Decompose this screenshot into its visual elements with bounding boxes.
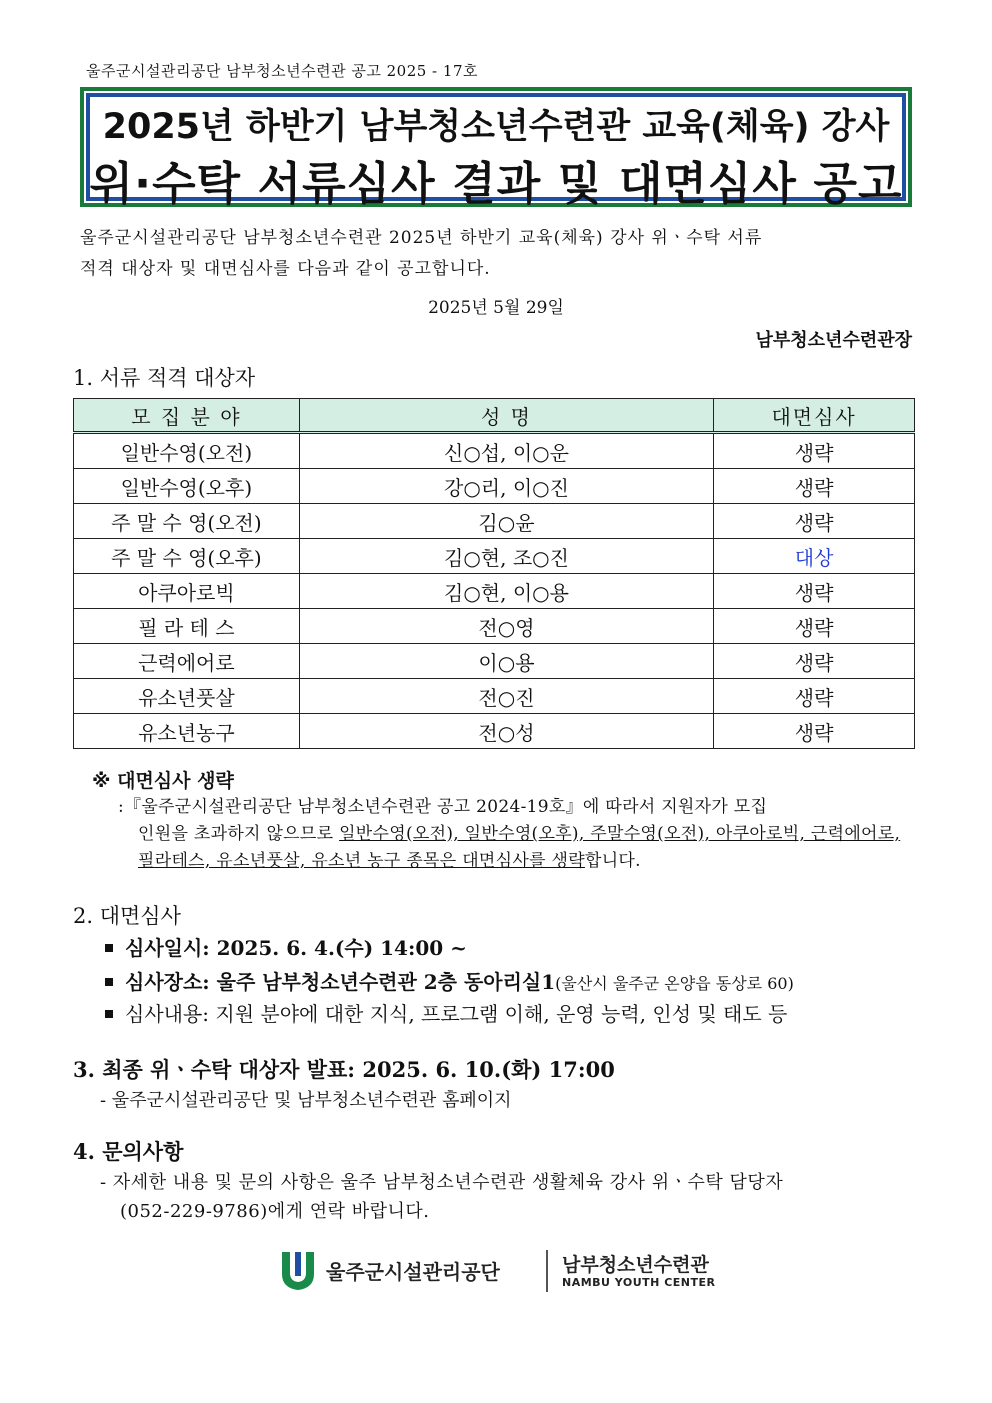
- table-row: [74, 609, 915, 644]
- cell-interview: 생략: [714, 574, 915, 609]
- cell-field: 필 라 테 스: [74, 609, 300, 644]
- table-row: [74, 433, 915, 469]
- section-2-heading: 2. 대면심사: [73, 904, 181, 928]
- note-line-3-plain: 합니다.: [584, 851, 641, 871]
- note-line-2-underlined: 일반수영(오전), 일반수영(오후), 주말수영(오전), 아쿠아로빅, 근력에어로,: [339, 824, 901, 844]
- cell-interview: 생략: [714, 504, 915, 539]
- cell-name: 이○용: [299, 644, 713, 679]
- title-line-1: 2025년 하반기 남부청소년수련관 교육(체육) 강사: [102, 107, 890, 147]
- section-3-sub: - 울주군시설관리공단 및 남부청소년수련관 홈페이지: [100, 1090, 512, 1111]
- title-line-2: 위·수탁 서류심사 결과 및 대면심사 공고: [89, 157, 903, 210]
- logo-divider: [546, 1250, 548, 1292]
- signer: 남부청소년수련관장: [755, 330, 912, 351]
- cell-name: 김○현, 이○용: [299, 574, 713, 609]
- cell-interview: 생략: [714, 609, 915, 644]
- cell-field: 주 말 수 영(오후): [74, 539, 300, 574]
- cell-field: 아쿠아로빅: [74, 574, 300, 609]
- note-line-1: :『울주군시설관리공단 남부청소년수련관 공고 2024-19호』에 따라서 지원자가 모집: [118, 797, 768, 817]
- table-row: [74, 714, 915, 749]
- cell-interview: 생략: [714, 679, 915, 714]
- interview-place-item: [105, 966, 794, 995]
- table-row: [74, 574, 915, 609]
- interview-date-item: [105, 932, 467, 961]
- header-interview: 대면심사: [714, 399, 915, 433]
- cell-interview: 생략: [714, 433, 915, 469]
- cell-name: 신○섭, 이○운: [299, 433, 713, 469]
- interview-place-text: 심사장소: 울주 남부청소년수련관 2층 동아리실1: [125, 970, 556, 994]
- cell-name: 전○진: [299, 679, 713, 714]
- intro-paragraph: [80, 223, 900, 285]
- cell-field: 주 말 수 영(오전): [74, 504, 300, 539]
- section-4-heading: 4. 문의사항: [73, 1139, 184, 1164]
- cell-interview: 생략: [714, 469, 915, 504]
- section-3-heading: 3. 최종 위ㆍ수탁 대상자 발표: 2025. 6. 10.(화) 17:00: [73, 1057, 615, 1082]
- cell-name: 전○영: [299, 609, 713, 644]
- note-heading: ※ 대면심사 생략: [92, 770, 234, 792]
- center-name-en: NAMBU YOUTH CENTER: [562, 1276, 716, 1289]
- eligible-candidates-table: [73, 398, 915, 749]
- note-body: [118, 794, 918, 875]
- note-line-3: [118, 848, 918, 875]
- square-bullet-icon: [105, 1010, 113, 1018]
- cell-field: 일반수영(오전): [74, 433, 300, 469]
- org-name: 울주군시설관리공단: [326, 1260, 500, 1284]
- table-row: [74, 644, 915, 679]
- cell-name: 전○성: [299, 714, 713, 749]
- cell-interview: 생략: [714, 644, 915, 679]
- cell-name: 김○윤: [299, 504, 713, 539]
- note-line-3-underlined: 필라테스, 유소년풋살, 유소년 농구 종목은 대면심사를 생략: [138, 851, 585, 871]
- cell-interview: 생략: [714, 714, 915, 749]
- cell-interview-target: 대상: [714, 539, 915, 574]
- square-bullet-icon: [105, 944, 113, 952]
- intro-line-2: 적격 대상자 및 대면심사를 다음과 같이 공고합니다.: [80, 259, 491, 279]
- cell-field: 근력에어로: [74, 644, 300, 679]
- interview-place-address: (울산시 울주군 온양읍 동상로 60): [555, 974, 794, 993]
- table-row: [74, 539, 915, 574]
- interview-content-item: [105, 998, 787, 1027]
- notice-number: 울주군시설관리공단 남부청소년수련관 공고 2025 - 17호: [86, 62, 478, 80]
- table-row: [74, 679, 915, 714]
- section-4-line-2: (052-229-9786)에게 연락 바랍니다.: [120, 1201, 430, 1222]
- cell-field: 일반수영(오후): [74, 469, 300, 504]
- cell-name: 김○현, 조○진: [299, 539, 713, 574]
- header-name: 성 명: [299, 399, 713, 433]
- square-bullet-icon: [105, 978, 113, 986]
- cell-field: 유소년농구: [74, 714, 300, 749]
- table-row: [74, 504, 915, 539]
- section-1-heading: 1. 서류 적격 대상자: [73, 366, 256, 390]
- title-box: [80, 87, 912, 210]
- interview-content-text: 심사내용: 지원 분야에 대한 지식, 프로그램 이해, 운영 능력, 인성 및 태도 등: [125, 1002, 788, 1026]
- cell-name: 강○리, 이○진: [299, 469, 713, 504]
- intro-line-1: 울주군시설관리공단 남부청소년수련관 2025년 하반기 교육(체육) 강사 위ㆍ수탁 서류: [80, 228, 763, 248]
- table-row: [74, 469, 915, 504]
- ulju-facility-logo-icon: [278, 1248, 318, 1292]
- interview-date-text: 심사일시: 2025. 6. 4.(수) 14:00 ~: [125, 936, 467, 960]
- center-name-ko: 남부청소년수련관: [562, 1254, 709, 1276]
- note-line-2: [118, 821, 918, 848]
- section-4-line-1: - 자세한 내용 및 문의 사항은 울주 남부청소년수련관 생활체육 강사 위ㆍ수탁 담당자: [100, 1172, 784, 1193]
- section-4-body: [100, 1168, 915, 1226]
- notice-date: 2025년 5월 29일: [428, 298, 564, 318]
- table-header-row: [74, 399, 915, 433]
- note-line-2-plain: 인원을 초과하지 않으므로: [138, 824, 340, 844]
- cell-field: 유소년풋살: [74, 679, 300, 714]
- header-field: 모 집 분 야: [74, 399, 300, 433]
